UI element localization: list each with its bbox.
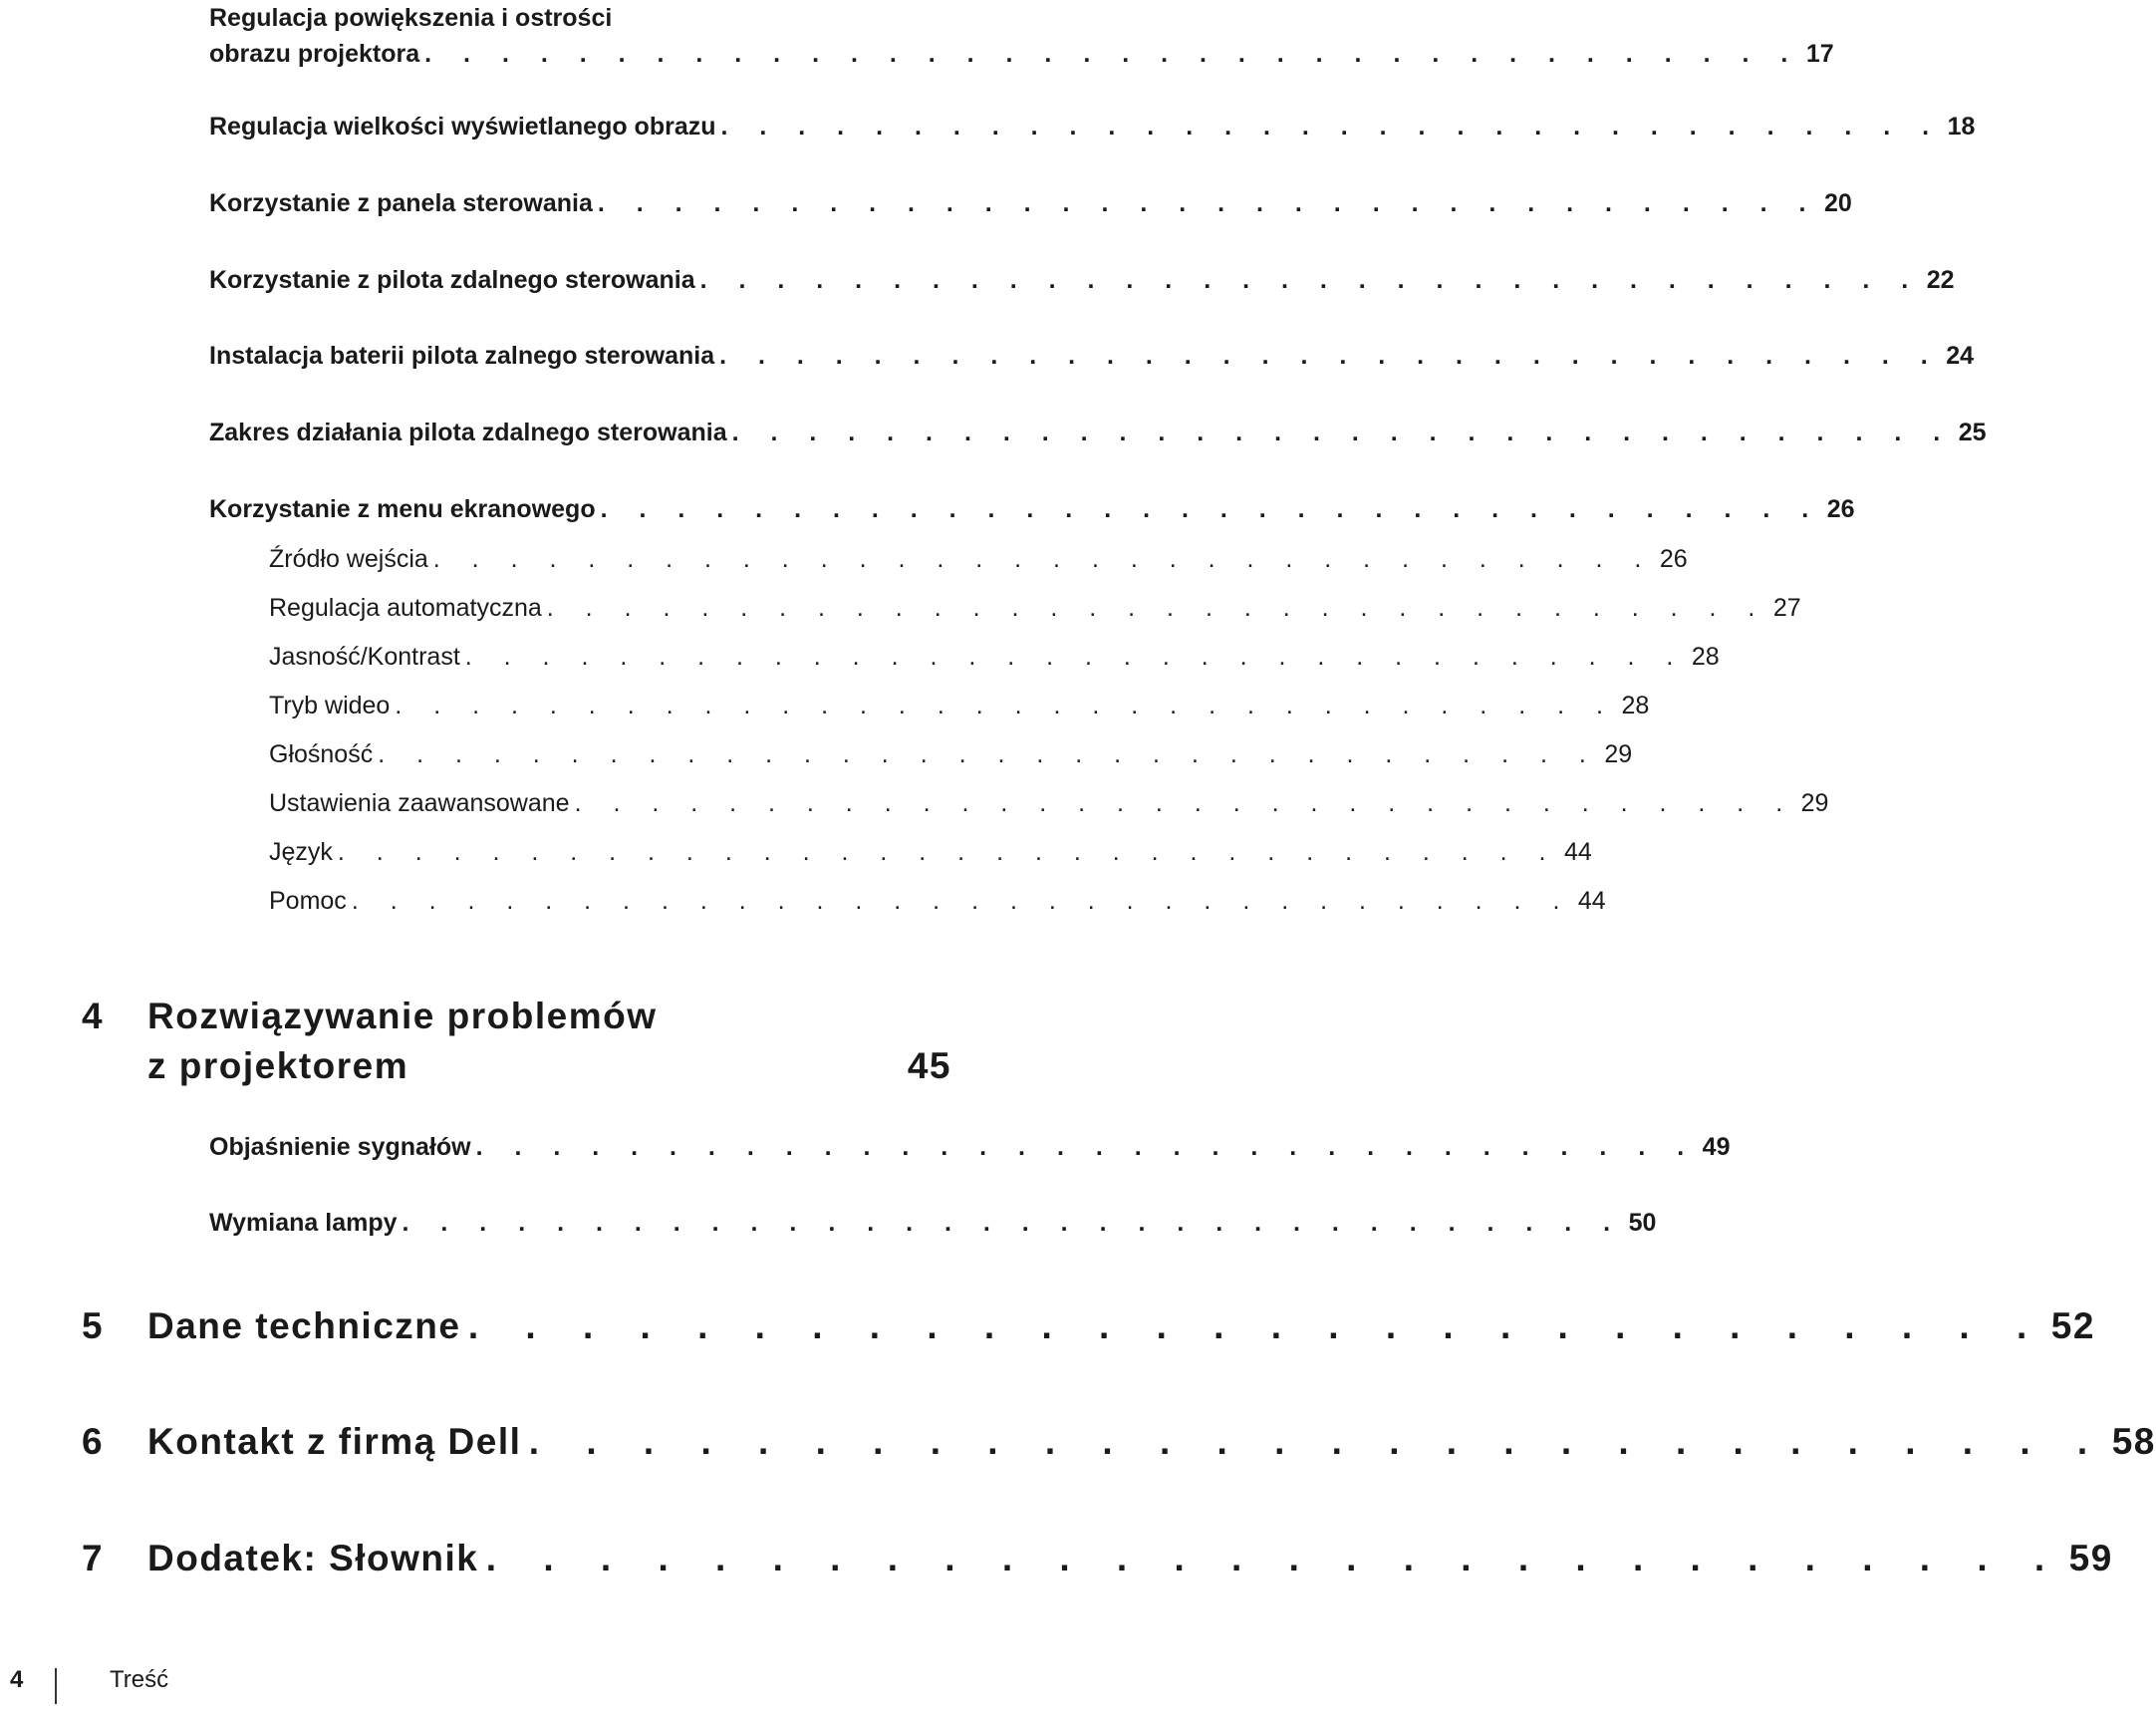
toc-page-number: 44: [1564, 838, 1592, 866]
toc-page-number: 22: [1926, 266, 1955, 294]
toc-entry[interactable]: Regulacja wielkości wyświetlanego obrazu . . . . . . . . . . . . . . . . . . . . . . . . . . . . . . . . 18: [209, 113, 1976, 141]
toc-entry[interactable]: Korzystanie z pilota zdalnego sterowania . . . . . . . . . . . . . . . . . . . . . . . . . . . . . . . . 22: [209, 266, 1955, 294]
chapter-title: Kontakt z firmą Dell: [147, 1421, 522, 1462]
toc-page-number: 29: [1800, 789, 1829, 817]
toc-entry-title: Tryb wideo: [269, 692, 391, 719]
toc-page-number: 18: [1947, 113, 1976, 141]
toc-chapter-6[interactable]: 6 Kontakt z firmą Dell . . . . . . . . . . . . . . . . . . . . . . . . . . . . 58: [82, 1421, 2156, 1462]
toc-entry-title: Źródło wejścia: [269, 545, 428, 573]
page-footer: [0, 1666, 956, 1706]
toc-entry[interactable]: Jasność/Kontrast . . . . . . . . . . . . . . . . . . . . . . . . . . . . . . . . 28: [269, 643, 1720, 671]
chapter-title: Dane techniczne: [147, 1305, 461, 1346]
toc-entry[interactable]: Objaśnienie sygnałów . . . . . . . . . . . . . . . . . . . . . . . . . . . . . . . . 49: [209, 1133, 1731, 1161]
chapter-title-line1: Rozwiązywanie problemów: [147, 996, 658, 1036]
toc-chapter-4[interactable]: [82, 992, 951, 1091]
toc-entry[interactable]: Język . . . . . . . . . . . . . . . . . . . . . . . . . . . . . . . . 44: [269, 838, 1592, 866]
toc-entry[interactable]: Korzystanie z panela sterowania . . . . . . . . . . . . . . . . . . . . . . . . . . . . . . . . 20: [209, 189, 1852, 217]
toc-page-number: 26: [1826, 495, 1855, 523]
toc-entry-title: Regulacja wielkości wyświetlanego obrazu: [209, 113, 716, 141]
chapter-number: 5: [82, 1305, 105, 1346]
chapter-title: Dodatek: Słownik: [147, 1538, 479, 1578]
toc-entry[interactable]: Regulacja automatyczna . . . . . . . . . . . . . . . . . . . . . . . . . . . . . . . . 27: [269, 594, 1801, 622]
toc-entry-title-line1: Regulacja powiększenia i ostrości: [209, 4, 613, 32]
toc-chapter-5[interactable]: 5 Dane techniczne . . . . . . . . . . . . . . . . . . . . . . . . . . . . 52: [82, 1305, 2095, 1346]
chapter-page-number: 58: [2111, 1421, 2156, 1462]
chapter-number: 7: [82, 1538, 105, 1578]
toc-entry-title: Język: [269, 838, 333, 866]
toc-page-number: 25: [1958, 419, 1987, 446]
toc-entry[interactable]: Głośność . . . . . . . . . . . . . . . . . . . . . . . . . . . . . . . . 29: [269, 740, 1633, 768]
toc-entry-title: Zakres działania pilota zdalnego sterowania: [209, 419, 727, 446]
chapter-page-number: 52: [2050, 1305, 2095, 1346]
toc-entry-title: Objaśnienie sygnałów: [209, 1133, 471, 1161]
chapter-page-number: 59: [2068, 1538, 2113, 1578]
toc-entry-title: Regulacja automatyczna: [269, 594, 542, 622]
toc-entry-title: Korzystanie z menu ekranowego: [209, 495, 596, 523]
toc-entry-focus-zoom[interactable]: [209, 0, 1834, 72]
toc-chapter-7[interactable]: 7 Dodatek: Słownik . . . . . . . . . . . . . . . . . . . . . . . . . . . . 59: [82, 1538, 2113, 1578]
toc-page-number: 50: [1628, 1209, 1657, 1237]
chapter-title-line2: z projektorem: [147, 1045, 409, 1086]
toc-entry-title: Głośność: [269, 740, 374, 768]
toc-entry-title: Instalacja baterii pilota zalnego sterowania: [209, 342, 715, 370]
toc-page-number: 28: [1621, 692, 1650, 719]
footer-divider: [55, 1668, 57, 1704]
toc-page-number: 20: [1823, 189, 1852, 217]
toc-page-number: 27: [1772, 594, 1801, 622]
toc-entry[interactable]: Tryb wideo . . . . . . . . . . . . . . . . . . . . . . . . . . . . . . . . 28: [269, 692, 1650, 719]
toc-entry[interactable]: Źródło wejścia . . . . . . . . . . . . . . . . . . . . . . . . . . . . . . . . 26: [269, 545, 1688, 573]
toc-page-number: 28: [1691, 643, 1720, 671]
toc-entry-title: Pomoc: [269, 887, 347, 915]
toc-entry-title: obrazu projektora . . . . . . . . . . . . . . . . . . . . . . . . . . . . . . . . . . . .: [209, 40, 1800, 68]
toc-entry[interactable]: Instalacja baterii pilota zalnego sterowania . . . . . . . . . . . . . . . . . . . . . . . . . . . . . . . . 24: [209, 342, 1974, 370]
toc-entry[interactable]: Pomoc . . . . . . . . . . . . . . . . . . . . . . . . . . . . . . . . 44: [269, 887, 1606, 915]
toc-page-number: 29: [1604, 740, 1633, 768]
toc-entry[interactable]: Korzystanie z menu ekranowego . . . . . . . . . . . . . . . . . . . . . . . . . . . . . . . . 26: [209, 495, 1855, 523]
toc-entry-title: Korzystanie z panela sterowania: [209, 189, 593, 217]
toc-entry-title: Wymiana lampy: [209, 1209, 398, 1237]
footer-section-title: Treść: [110, 1666, 169, 1693]
toc-entry[interactable]: Wymiana lampy . . . . . . . . . . . . . . . . . . . . . . . . . . . . . . . . 50: [209, 1209, 1657, 1237]
toc-entry-title: Korzystanie z pilota zdalnego sterowania: [209, 266, 695, 294]
chapter-page-number: 45: [907, 1045, 951, 1086]
chapter-number: 6: [82, 1421, 105, 1462]
toc-page-number: 26: [1659, 545, 1688, 573]
toc-page-number: 49: [1702, 1133, 1731, 1161]
footer-page-number: 4: [10, 1666, 24, 1693]
toc-page-number: 24: [1946, 342, 1974, 370]
toc-entry[interactable]: Ustawienia zaawansowane . . . . . . . . . . . . . . . . . . . . . . . . . . . . . . . . 29: [269, 789, 1829, 817]
toc-entry-title: Jasność/Kontrast: [269, 643, 460, 671]
chapter-number: 4: [82, 996, 105, 1036]
toc-entry-title: Ustawienia zaawansowane: [269, 789, 570, 817]
toc-entry[interactable]: Zakres działania pilota zdalnego sterowania . . . . . . . . . . . . . . . . . . . . . . . . . . . . . . . . 25: [209, 419, 1987, 446]
toc-page-number: 17: [1805, 40, 1834, 68]
toc-page-number: 44: [1577, 887, 1606, 915]
